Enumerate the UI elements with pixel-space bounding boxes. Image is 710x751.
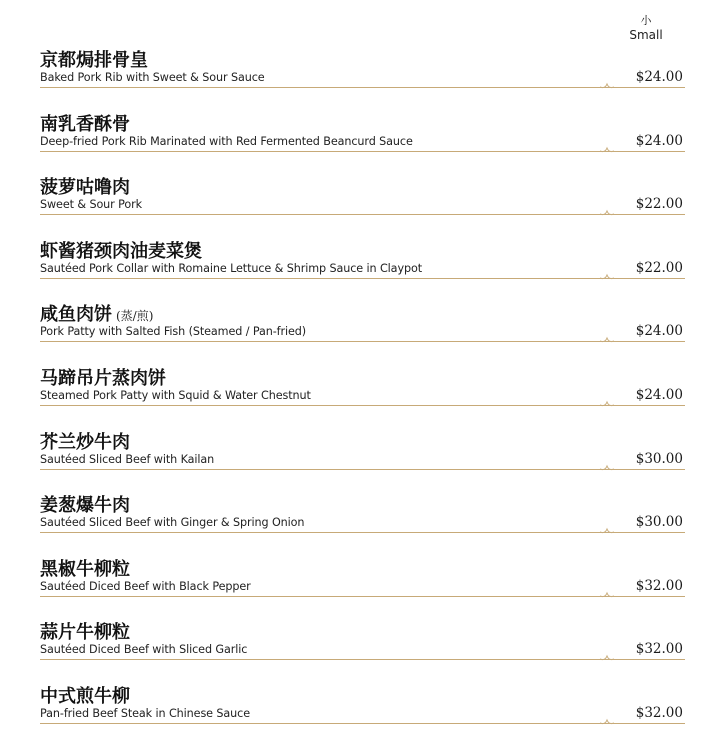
divider-rule: [40, 151, 685, 152]
dish-price: $24.00: [635, 323, 683, 340]
menu-list: [40, 44, 685, 744]
dish-name-zh: 虾酱猪颈肉油麦菜煲: [40, 240, 202, 262]
dish-price: $24.00: [635, 386, 683, 403]
dish-name-en: Sautéed Sliced Beef with Kailan: [40, 452, 215, 466]
menu-item: [40, 171, 685, 235]
flourish-icon: [600, 396, 614, 408]
flourish-icon: [600, 78, 614, 90]
dish-price: $30.00: [635, 450, 683, 467]
dish-price: $32.00: [635, 704, 683, 721]
menu-item: [40, 616, 685, 680]
size-label-zh: 小: [640, 14, 652, 27]
dish-name-en: Sautéed Sliced Beef with Ginger & Spring Onion: [40, 516, 305, 530]
dish-name-en: Sautéed Pork Collar with Romaine Lettuce & Shrimp Sauce in Claypot: [40, 261, 422, 275]
flourish-icon: [600, 587, 614, 599]
divider-rule: [40, 723, 685, 724]
dish-name-en: Pork Patty with Salted Fish (Steamed / Pan-fried): [40, 325, 307, 339]
size-column-header: [606, 15, 686, 42]
menu-item: [40, 44, 685, 108]
divider-rule: [40, 341, 685, 342]
dish-name-zh: 姜葱爆牛肉: [40, 495, 130, 517]
dish-name-zh: 芥兰炒牛肉: [40, 431, 130, 453]
dish-name-zh: 咸鱼肉饼 (蒸/煎): [40, 304, 154, 326]
flourish-icon: [600, 269, 614, 281]
dish-price: $30.00: [635, 514, 683, 531]
divider-rule: [40, 469, 685, 470]
dish-name-en: Pan-fried Beef Steak in Chinese Sauce: [40, 706, 250, 720]
divider-rule: [40, 278, 685, 279]
divider-rule: [40, 659, 685, 660]
dish-price: $22.00: [635, 196, 683, 213]
divider-rule: [40, 405, 685, 406]
dish-note-zh: (蒸/煎): [116, 309, 154, 324]
menu-item: [40, 235, 685, 299]
flourish-icon: [600, 142, 614, 154]
dish-name-en: Sweet & Sour Pork: [40, 198, 143, 212]
menu-item: [40, 108, 685, 172]
dish-name-en: Sautéed Diced Beef with Black Pepper: [40, 579, 251, 593]
menu-item: [40, 680, 685, 744]
dish-name-zh: 京都焗排骨皇: [40, 50, 148, 71]
menu-item: [40, 298, 685, 362]
dish-price: $22.00: [635, 259, 683, 276]
dish-name-zh: 黑椒牛柳粒: [40, 558, 130, 580]
menu-item: [40, 489, 685, 553]
divider-rule: [40, 214, 685, 215]
dish-price: $24.00: [635, 132, 683, 149]
dish-name-zh: 蒜片牛柳粒: [40, 622, 130, 644]
dish-name-zh: 马蹄吊片蒸肉饼: [40, 367, 166, 389]
dish-name-zh: 中式煎牛柳: [40, 685, 130, 707]
flourish-icon: [600, 205, 614, 217]
menu-item: [40, 362, 685, 426]
divider-rule: [40, 596, 685, 597]
flourish-icon: [600, 460, 614, 472]
menu-item: [40, 426, 685, 490]
flourish-icon: [600, 332, 614, 344]
dish-name-en: Sautéed Diced Beef with Sliced Garlic: [40, 643, 248, 657]
dish-name-zh: 南乳香酥骨: [40, 113, 130, 135]
flourish-icon: [600, 714, 614, 726]
flourish-icon: [600, 523, 614, 535]
dish-price: $32.00: [635, 577, 683, 594]
size-label-en: Small: [629, 27, 663, 42]
dish-name-zh: 菠萝咕噜肉: [40, 177, 130, 199]
dish-price: $32.00: [635, 641, 683, 658]
flourish-icon: [600, 650, 614, 662]
divider-rule: [40, 532, 685, 533]
dish-price: $24.00: [635, 69, 683, 85]
dish-name-en: Baked Pork Rib with Sweet & Sour Sauce: [40, 71, 265, 84]
divider-rule: [40, 87, 685, 88]
dish-name-en: Steamed Pork Patty with Squid & Water Chestnut: [40, 388, 311, 402]
dish-name-en: Deep-fried Pork Rib Marinated with Red Fermented Beancurd Sauce: [40, 134, 413, 148]
menu-item: [40, 553, 685, 617]
